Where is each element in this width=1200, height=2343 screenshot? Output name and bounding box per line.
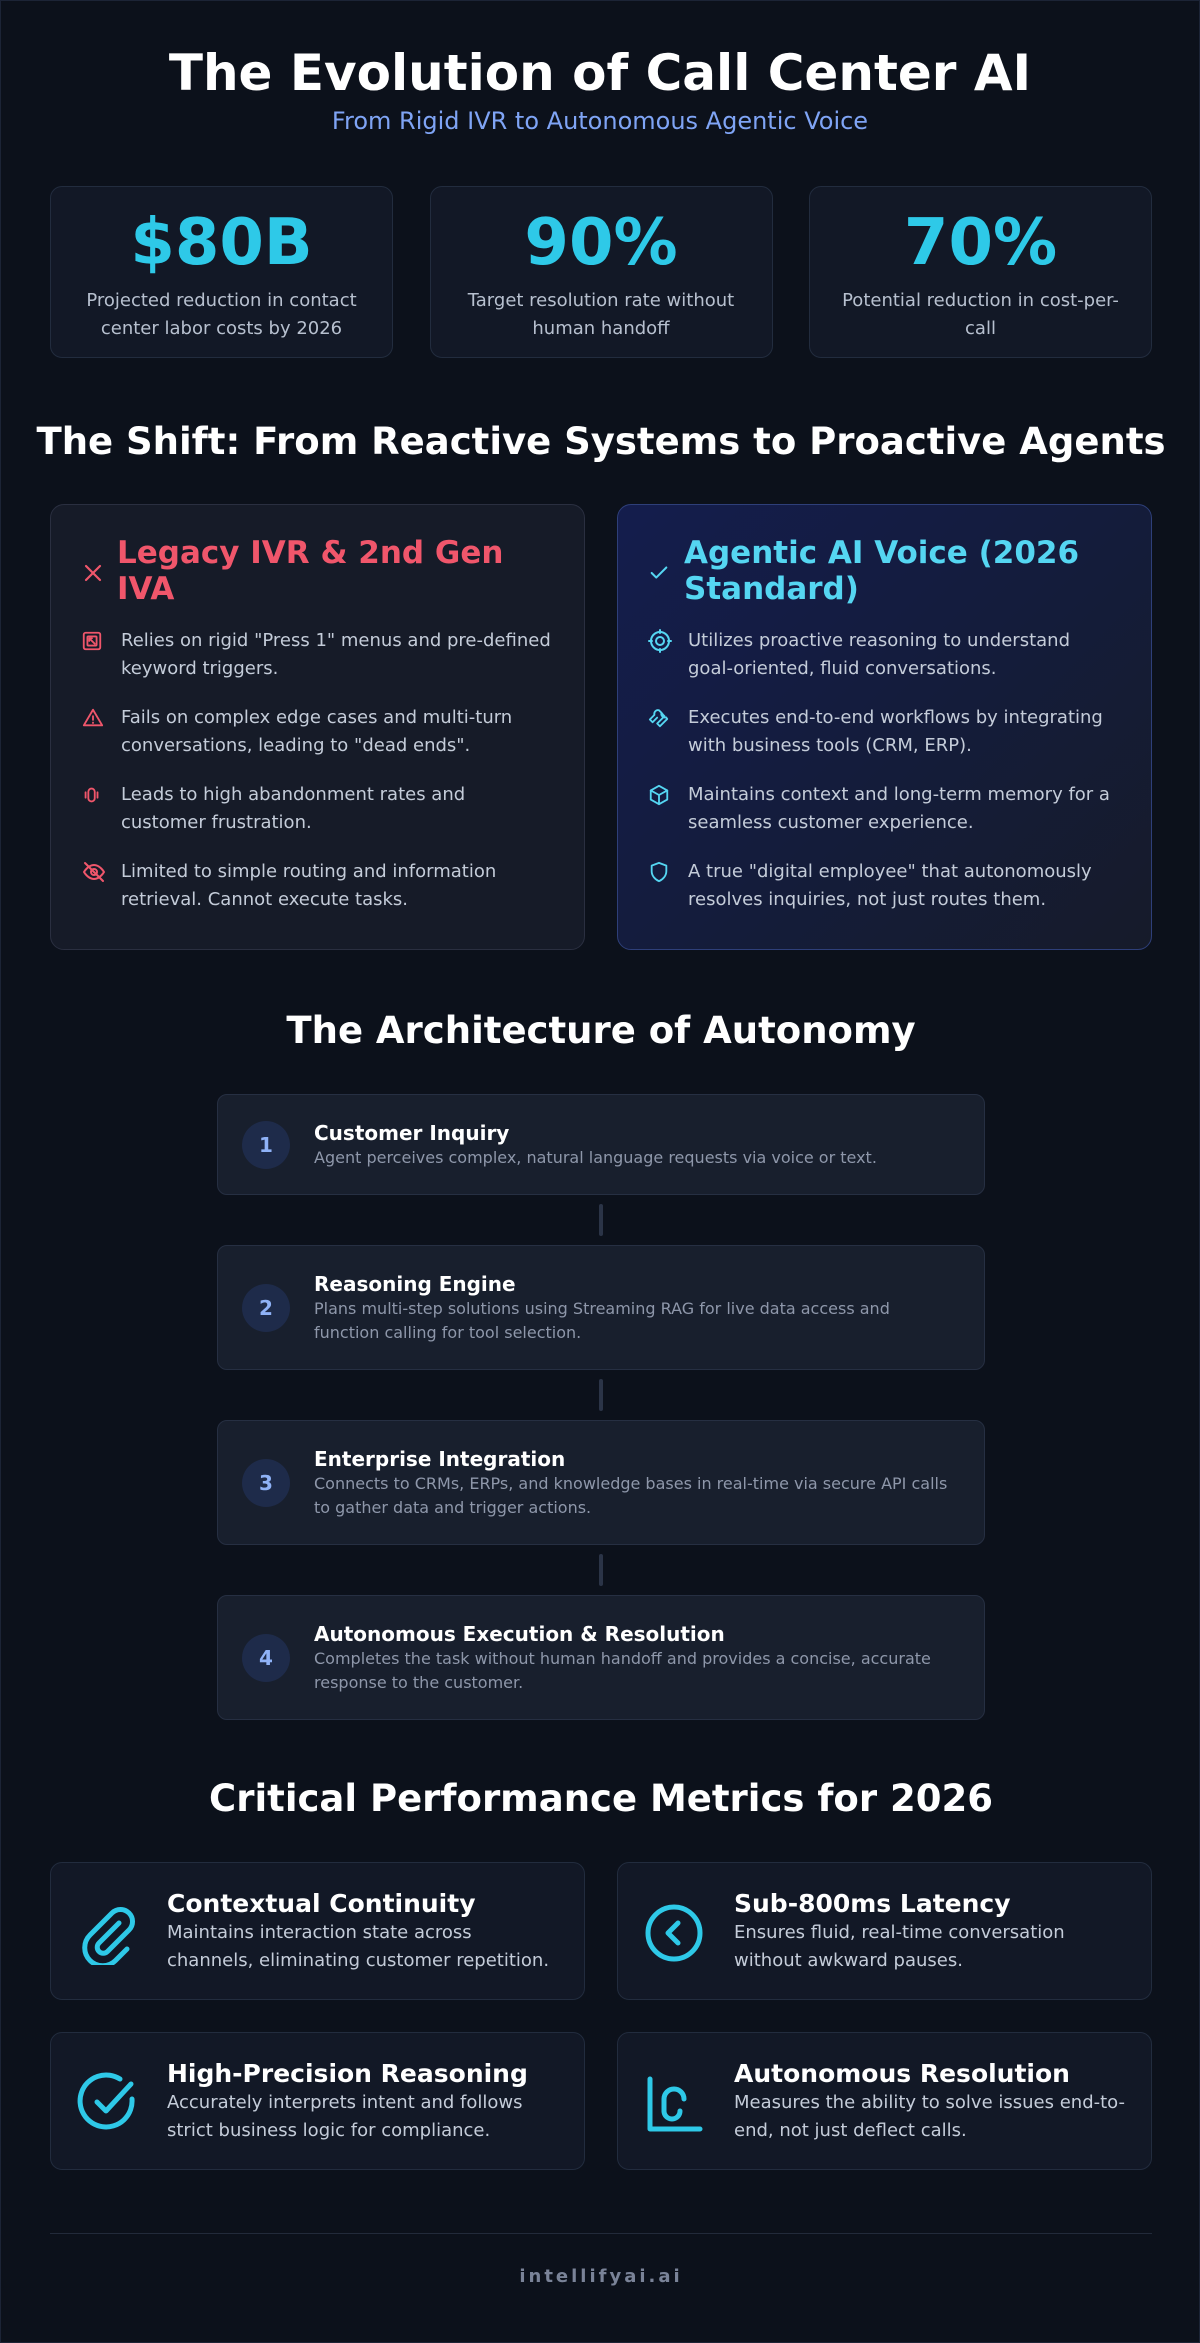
metric-description: Ensures fluid, real-time conversation without awkward pauses. xyxy=(734,1922,1065,1971)
step-title: Customer Inquiry xyxy=(314,1120,510,1145)
metric-card xyxy=(617,1862,1152,2000)
metric-content xyxy=(167,2059,560,2145)
chart-icon xyxy=(642,2071,706,2135)
agentic-item xyxy=(648,704,1121,760)
legacy-item xyxy=(81,627,554,683)
step-content xyxy=(314,1621,960,1695)
shield-icon xyxy=(648,858,688,886)
stat-description: Target resolution rate without human handoff xyxy=(467,290,735,339)
paperclip-icon xyxy=(75,1901,139,1965)
legacy-item-text: Limited to simple routing and information retrieval. Cannot execute tasks. xyxy=(121,861,497,910)
target-icon xyxy=(648,627,688,655)
step-content xyxy=(314,1446,960,1520)
metric-card xyxy=(617,2032,1152,2170)
footer-divider xyxy=(50,2233,1152,2234)
menu-box-icon xyxy=(81,627,121,655)
metric-title: Contextual Continuity xyxy=(167,1889,476,1918)
agentic-item-text: Maintains context and long-term memory for a seamless customer experience. xyxy=(688,784,1110,833)
stats-row xyxy=(50,186,1152,358)
legacy-item xyxy=(81,781,554,837)
pipeline-step xyxy=(217,1245,985,1370)
step-number: 1 xyxy=(242,1121,290,1169)
page-subtitle: From Rigid IVR to Autonomous Agentic Voice xyxy=(331,107,869,135)
legacy-card-header xyxy=(81,535,554,607)
wrench-icon xyxy=(648,704,688,732)
header xyxy=(1,1,1199,137)
agentic-item-text: A true "digital employee" that autonomously resolves inquiries, not just routes them. xyxy=(688,861,1092,910)
agentic-card-title: Agentic AI Voice (2026 Standard) xyxy=(684,535,1080,607)
agentic-item-text: Executes end-to-end workflows by integrating with business tools (CRM, ERP). xyxy=(688,707,1103,756)
check-circle-icon xyxy=(75,2071,139,2135)
step-description: Plans multi-step solutions using Streaming RAG for live data access and function calling for tool selection. xyxy=(314,1298,890,1342)
frustration-icon xyxy=(81,781,121,809)
page-title: The Evolution of Call Center AI xyxy=(168,44,1032,102)
step-number: 2 xyxy=(242,1284,290,1332)
stat-card xyxy=(809,186,1152,358)
step-description: Completes the task without human handoff and provides a concise, accurate response to the customer. xyxy=(314,1648,931,1692)
pipeline-step xyxy=(217,1094,985,1195)
step-connector xyxy=(599,1554,603,1586)
stat-value: 90% xyxy=(524,206,678,280)
metric-content xyxy=(734,2059,1127,2145)
metric-title: Sub-800ms Latency xyxy=(734,1889,1011,1918)
agentic-item xyxy=(648,858,1121,914)
agentic-item xyxy=(648,627,1121,683)
metric-title: Autonomous Resolution xyxy=(734,2059,1070,2088)
eye-off-icon xyxy=(81,858,121,886)
agentic-item-text: Utilizes proactive reasoning to understand goal-oriented, fluid conversations. xyxy=(688,630,1071,679)
agentic-card xyxy=(617,504,1152,950)
stat-card xyxy=(50,186,393,358)
step-title: Autonomous Execution & Resolution xyxy=(314,1621,725,1646)
metric-content xyxy=(167,1889,560,1975)
stat-card xyxy=(430,186,773,358)
chevron-left-circle-icon xyxy=(642,1901,706,1965)
step-number: 4 xyxy=(242,1634,290,1682)
x-icon xyxy=(81,555,117,591)
pipeline-step xyxy=(217,1595,985,1720)
step-connector xyxy=(599,1379,603,1411)
metric-card xyxy=(50,1862,585,2000)
step-content xyxy=(314,1271,960,1345)
architecture-pipeline xyxy=(217,1094,985,1720)
metrics-section-title: Critical Performance Metrics for 2026 xyxy=(209,1777,993,1820)
legacy-card xyxy=(50,504,585,950)
pipeline-step xyxy=(217,1420,985,1545)
stat-value: $80B xyxy=(130,206,313,280)
stat-value: 70% xyxy=(903,206,1058,280)
step-content xyxy=(314,1120,877,1170)
shift-section-title: The Shift: From Reactive Systems to Proactive Agents xyxy=(36,420,1166,463)
agentic-card-header xyxy=(648,535,1121,607)
stat-description: Projected reduction in contact center labor costs by 2026 xyxy=(86,290,357,339)
metric-title: High-Precision Reasoning xyxy=(167,2059,528,2088)
check-icon xyxy=(648,555,684,591)
legacy-item-text: Leads to high abandonment rates and customer frustration. xyxy=(121,784,466,833)
metrics-grid xyxy=(50,1862,1152,2170)
stat-description: Potential reduction in cost-per-call xyxy=(842,290,1119,339)
step-number: 3 xyxy=(242,1459,290,1507)
step-title: Enterprise Integration xyxy=(314,1446,566,1471)
metric-description: Accurately interprets intent and follows strict business logic for compliance. xyxy=(167,2092,523,2141)
metric-description: Maintains interaction state across channels, eliminating customer repetition. xyxy=(167,1922,550,1971)
footer-brand[interactable]: intellifyai.ai xyxy=(519,2266,683,2287)
step-title: Reasoning Engine xyxy=(314,1271,516,1296)
step-connector xyxy=(599,1204,603,1236)
cube-icon xyxy=(648,781,688,809)
warning-icon xyxy=(81,704,121,732)
agentic-item xyxy=(648,781,1121,837)
step-description: Agent perceives complex, natural language requests via voice or text. xyxy=(314,1147,877,1167)
comparison-cards xyxy=(50,504,1152,950)
legacy-item xyxy=(81,704,554,760)
step-description: Connects to CRMs, ERPs, and knowledge bases in real-time via secure API calls to gather data and trigger actions. xyxy=(314,1473,948,1517)
metric-content xyxy=(734,1889,1127,1975)
metric-card xyxy=(50,2032,585,2170)
metric-description: Measures the ability to solve issues end-to-end, not just deflect calls. xyxy=(734,2092,1126,2141)
architecture-section-title: The Architecture of Autonomy xyxy=(286,1009,916,1052)
legacy-item-text: Relies on rigid "Press 1" menus and pre-defined keyword triggers. xyxy=(121,630,551,679)
legacy-item xyxy=(81,858,554,914)
legacy-card-title: Legacy IVR & 2nd Gen IVA xyxy=(117,535,504,607)
legacy-item-text: Fails on complex edge cases and multi-turn conversations, leading to "dead ends". xyxy=(121,707,513,756)
